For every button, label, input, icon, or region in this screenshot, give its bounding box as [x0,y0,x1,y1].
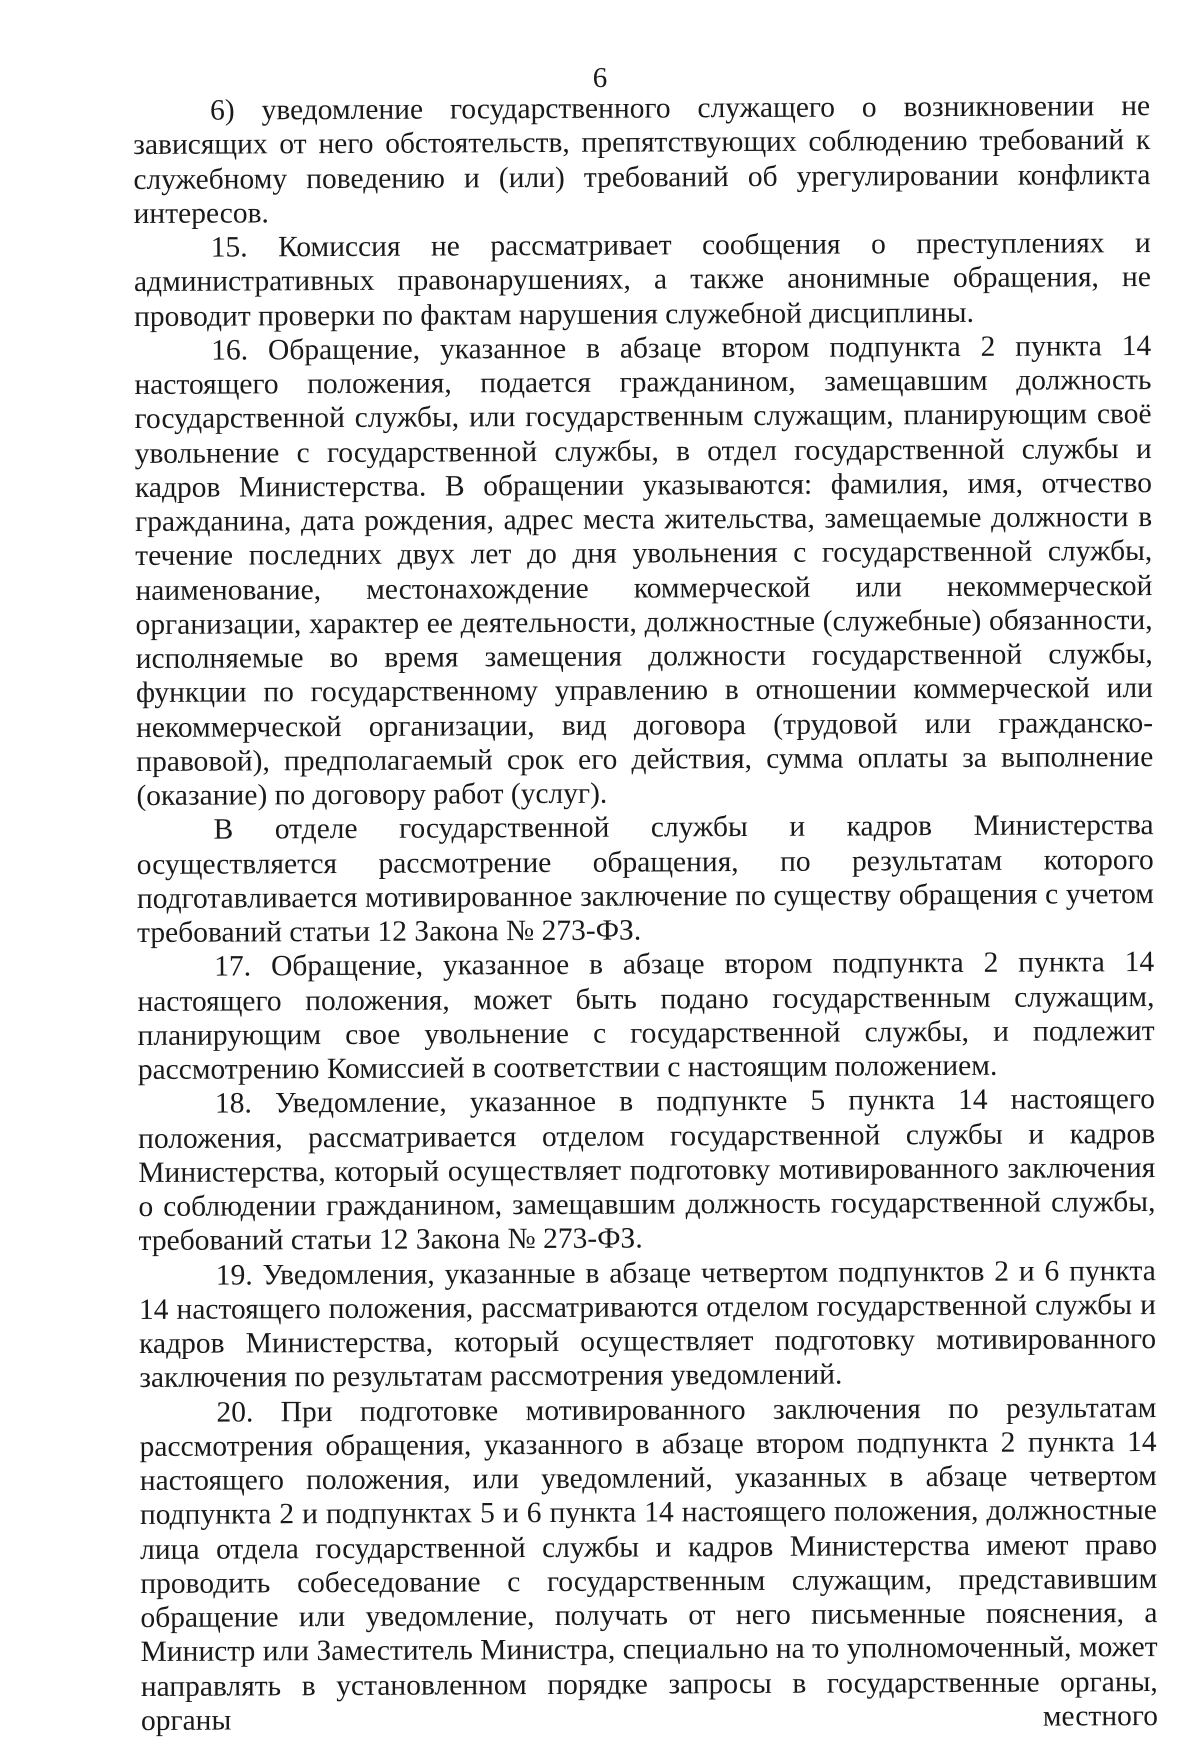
paragraph-17: 17. Обращение, указанное в абзаце втором подпункта 2 пункта 14 настоящего положения, может быть подано государственным служащим, планирующим свое увольнение с государственной службы, и подлежит рассмотрению Комиссией в соответствии с настоящим положением. [137,946,1155,1086]
document-body [133,89,1158,1738]
paragraph-item-6: 6) уведомление государственного служащего о возникновении не зависящих от него обстоятельств, препятствующих соблюдению требований к служебному поведению и (или) требований об урегулировании конфликта интересов. [133,90,1151,230]
paragraph-18: 18. Уведомление, указанное в подпункте 5 пункта 14 настоящего положения, рассматривается отделом государственной службы и кадров Министерства, который осуществляет подготовку мотивированного заключения о соблюдении гражданином, замещавшим должность государственной службы, требований статьи 12 Закона № 273-ФЗ. [138,1083,1156,1258]
paragraph-15: 15. Комиссия не рассматривает сообщения о преступлениях и административных правонарушениях, а также анонимные обращения, не проводит проверки по фактам нарушения служебной дисциплины. [133,227,1151,333]
paragraph-20: 20. При подготовке мотивированного заключения по результатам рассмотрения обращения, указанного в абзаце втором подпункта 2 пункта 14 настоящего положения, или уведомлений, указанных в абзаце четвертом подпункта 2 и подпунктах 5 и 6 пункта 14 настоящего положения, должностные лица отдела государственной службы и кадров Министерства имеют право проводить собеседование с государственным служащим, представившим обращение или уведомление, получать от него письменные пояснения, а Министр или Заместитель Министра, специально на то уполномоченный, может направлять в установленном порядке запросы в государственные органы, органы местного [139,1391,1159,1737]
page-number: 6 [592,62,608,94]
paragraph-16: 16. Обращение, указанное в абзаце втором подпункта 2 пункта 14 настоящего положения, подается гражданином, замещавшим должность государственной службы, или государственным служащим, планирующим своё увольнение с государственной службы, в отдел государственной службы и кадров Министерства. В обращении указываются: фамилия, имя, отчество гражданина, дата рождения, адрес места жительства, замещаемые должности в течение последних двух лет до дня увольнения с государственной службы, наименование, местонахождение коммерческой или некоммерческой организации, характер ее деятельности, должностные (служебные) обязанности, исполняемые во время замещения должности государственной службы, функции по государственному управлению в отношении коммерческой или некоммерческой организации, вид договора (трудовой или гражданско-правовой), предполагаемый срок его действия, сумма оплаты за выполнение (оказание) по договору работ (услуг). [134,329,1154,812]
paragraph-19: 19. Уведомления, указанные в абзаце четвертом подпунктов 2 и 6 пункта 14 настоящего положения, рассматриваются отделом государственной службы и кадров Министерства, который осуществляет подготовку мотивированного заключения по результатам рассмотрения уведомлений. [138,1254,1157,1395]
paragraph-16-review: В отделе государственной службы и кадров Министерства осуществляется рассмотрение обращения, по результатам которого подготавливается мотивированное заключение по существу обращения с учетом требований статьи 12 Закона № 273-ФЗ. [136,809,1154,949]
